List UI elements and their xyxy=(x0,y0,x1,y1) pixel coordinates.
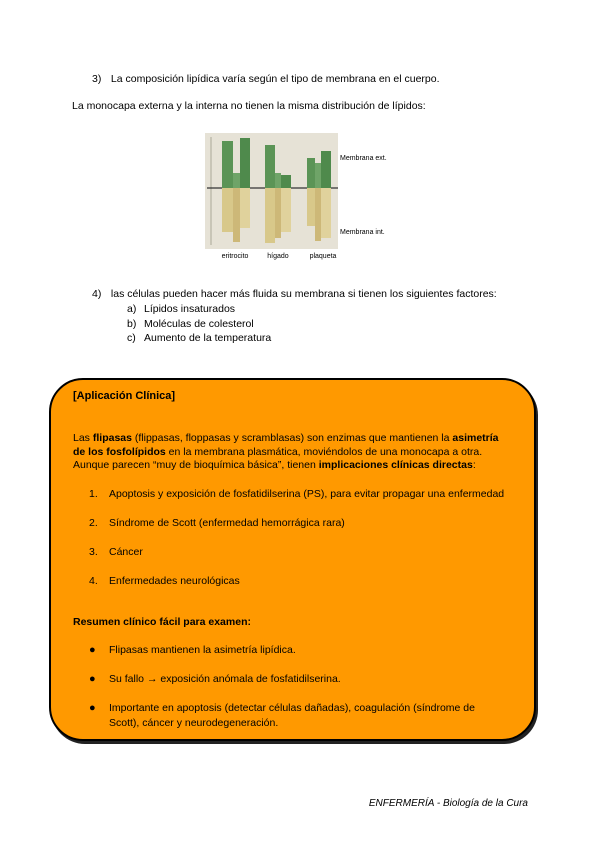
summary-bullet xyxy=(89,644,296,656)
bullet-icon: ● xyxy=(89,644,96,656)
sub-text: Lípidos insaturados xyxy=(144,303,236,315)
label-membrana-int: Membrana int. xyxy=(340,229,385,236)
lipid-distribution-figure xyxy=(205,133,393,263)
bar-int xyxy=(315,188,321,241)
bar-ext xyxy=(315,163,321,188)
clinical-title: [Aplicación Clínica] xyxy=(73,390,176,402)
list-item-4 xyxy=(92,288,497,300)
bar-int xyxy=(321,188,331,238)
sub-letter: c) xyxy=(127,332,136,344)
sub-item-a xyxy=(127,303,235,315)
list-text: Enfermedades neurológicas xyxy=(109,575,240,587)
footer-main: ENFERMERÍA xyxy=(368,798,435,809)
label-membrana-ext: Membrana ext. xyxy=(340,155,387,162)
clinical-list-item xyxy=(89,575,240,587)
bullet-text: Importante en apoptosis (detectar células dañadas), coagulación (síndrome de xyxy=(109,702,475,714)
bar-ext xyxy=(307,158,315,188)
category-label: plaqueta xyxy=(309,253,337,260)
clinical-list-item xyxy=(89,546,143,558)
category-label: hígado xyxy=(267,253,289,260)
footer-separator: - xyxy=(434,798,443,809)
sub-item-c xyxy=(127,332,271,344)
intro-text: : xyxy=(472,459,476,471)
category-label: eritrocito xyxy=(221,253,249,260)
bar-ext xyxy=(240,138,250,188)
list-number: 3) xyxy=(92,73,102,85)
list-item-3 xyxy=(92,73,440,85)
intro-line-2 xyxy=(73,446,499,460)
bar-int xyxy=(307,188,315,226)
intro-line-3 xyxy=(73,459,499,473)
bullet-icon: ● xyxy=(89,702,96,714)
bar-ext xyxy=(321,151,331,188)
list-number: 4) xyxy=(92,288,102,300)
bar-ext xyxy=(233,173,240,188)
sub-text: Aumento de la temperatura xyxy=(144,332,272,344)
sub-item-b xyxy=(127,318,254,330)
sub-letter: a) xyxy=(127,303,137,315)
bullet-text: Flipasas mantienen la asimetría lipídica. xyxy=(109,644,296,656)
list-number: 4. xyxy=(89,575,98,587)
list-text: Síndrome de Scott (enfermedad hemorrágica rara) xyxy=(109,517,345,529)
bar-int xyxy=(222,188,233,232)
summary-title: Resumen clínico fácil para examen: xyxy=(73,616,251,628)
intro-bold: asimetría xyxy=(452,432,499,444)
sub-text: Moléculas de colesterol xyxy=(144,318,254,330)
intro-line-1 xyxy=(73,432,499,446)
intro-text: (flippasas, floppasas y scramblasas) son enzimas que mantienen la xyxy=(131,432,453,444)
intro-bold: implicaciones clínicas directas xyxy=(318,459,473,471)
bar-ext xyxy=(265,145,275,188)
list-number: 1. xyxy=(89,488,98,500)
paragraph-lipid-distribution: La monocapa externa y la interna no tienen la misma distribución de lípidos: xyxy=(72,100,426,112)
list-number: 3. xyxy=(89,546,98,558)
list-number: 2. xyxy=(89,517,98,529)
clinical-application-box xyxy=(49,378,536,741)
summary-bullet xyxy=(89,702,475,714)
figure-graphic xyxy=(205,133,393,263)
bullet-text: Su fallo → exposición anómala de fosfatidilserina. xyxy=(109,673,341,685)
summary-bullet-continuation xyxy=(89,717,278,729)
clinical-list-item xyxy=(89,488,504,500)
bar-int xyxy=(240,188,250,228)
intro-bold: flipasas xyxy=(92,432,132,444)
bar-ext xyxy=(222,141,233,188)
list-text: Cáncer xyxy=(109,546,143,558)
clinical-intro xyxy=(73,432,499,473)
bar-int xyxy=(275,188,281,238)
sub-letter: b) xyxy=(127,318,137,330)
intro-text: en la membrana plasmática, moviéndolos de una monocapa a otra. xyxy=(165,445,483,458)
clinical-list-item xyxy=(89,517,345,529)
bar-ext xyxy=(281,175,291,188)
list-text: las células pueden hacer más fluida su membrana si tienen los siguientes factores: xyxy=(110,288,497,300)
list-text: La composición lipídica varía según el tipo de membrana en el cuerpo. xyxy=(110,73,440,85)
bar-int xyxy=(265,188,275,243)
bar-int xyxy=(281,188,291,232)
bullet-text: Scott), cáncer y neurodegeneración. xyxy=(109,717,279,729)
bar-ext xyxy=(275,173,281,188)
intro-text: Las xyxy=(73,432,93,444)
intro-text: Aunque parecen “muy de bioquímica básica”, tienen xyxy=(73,459,319,471)
page-footer xyxy=(369,798,528,809)
intro-bold: de los fosfolípidos xyxy=(73,445,166,458)
summary-bullet xyxy=(89,673,341,685)
bullet-icon: ● xyxy=(89,673,96,685)
bar-int xyxy=(233,188,240,242)
list-text: Apoptosis y exposición de fosfatidilserina (PS), para evitar propagar una enfermedad xyxy=(109,488,505,500)
footer-sub: Biología de la Cura xyxy=(442,798,528,809)
